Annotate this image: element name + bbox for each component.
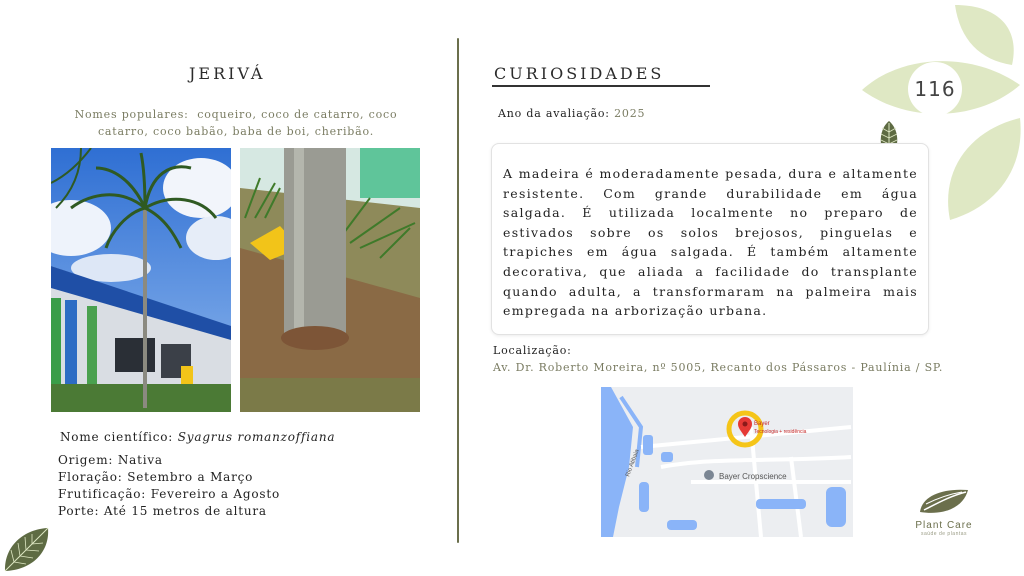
curiosity-text: A madeira é moderadamente pesada, dura e altamente resistente. Com grande durabilidade em água salgada. É utilizada localmente no preparo de estivados sobre os solos brejosos, pinguelas e trapiches em água salgada. É também altamente decorativa, que aliada a facilidade do transplante quando adulta, a transformaram na palmeira mais empregada na arborização urbana.: [503, 166, 918, 319]
column-divider: [457, 38, 459, 543]
map-pin-sublabel: Tecnologia + residência: [754, 429, 807, 435]
popular-names-line1: coqueiro, coco de catarro, coco: [197, 108, 398, 121]
fruiting: Frutificação: Fevereiro a Agosto: [58, 487, 281, 501]
plant-details: [58, 452, 280, 520]
year-label: Ano da avaliação:: [498, 107, 610, 120]
scientific-name: Syagrus romanzoffiana: [177, 430, 336, 444]
palm-trunk-photo: [240, 148, 420, 412]
popular-names-label: Nomes populares:: [74, 108, 189, 121]
location-label: Localização:: [493, 344, 572, 357]
plant-name: JERIVÁ: [189, 64, 266, 83]
title-underline: [492, 85, 710, 87]
plant-care-logo: [904, 486, 984, 537]
page-number-badge: [908, 62, 962, 116]
map-pin-label: Bayer: [754, 421, 770, 427]
popular-names-line2: catarro, coco babão, baba de boi, cheribão.: [97, 125, 375, 138]
map-place-label: Bayer Cropscience: [719, 472, 787, 481]
year-value: 2025: [614, 107, 646, 120]
leaf-icon-bottom: [2, 526, 52, 574]
size: Porte: Até 15 metros de altura: [58, 504, 267, 518]
logo-name: Plant Care: [915, 520, 973, 531]
popular-names: [50, 106, 422, 140]
scientific-name-line: [60, 430, 335, 444]
curiosities-title: CURIOSIDADES: [494, 64, 665, 83]
origin: Origem: Nativa: [58, 453, 163, 467]
page-number: 116: [914, 77, 956, 101]
plant-care-logo-icon: [916, 486, 972, 518]
logo-tagline: saúde de plantas: [920, 531, 968, 537]
scientific-name-label: Nome científico:: [60, 430, 174, 444]
location-address: Av. Dr. Roberto Moreira, nº 5005, Recanto dos Pássaros - Paulínia / SP.: [493, 361, 944, 374]
evaluation-year: [498, 107, 645, 120]
map-road-label: Rio Atibaia: [625, 448, 641, 478]
curiosity-card: [491, 143, 929, 335]
location-map[interactable]: [601, 387, 853, 537]
palm-tree-photo: [51, 148, 231, 412]
flowering: Floração: Setembro a Março: [58, 470, 254, 484]
